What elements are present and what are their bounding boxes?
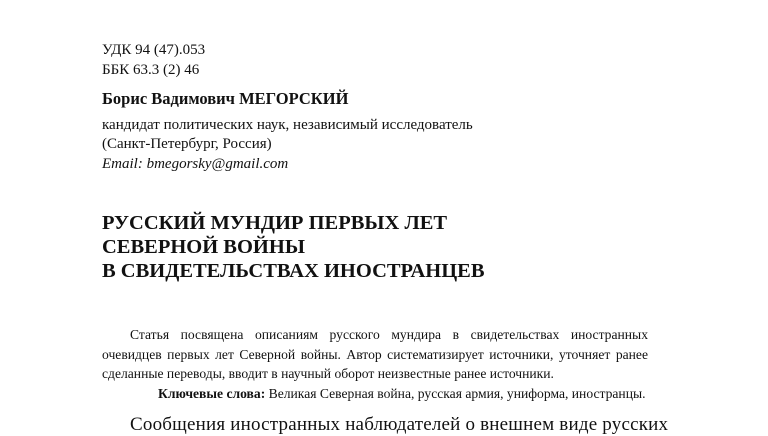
title-line-2: СЕВЕРНОЙ ВОЙНЫ <box>102 236 305 258</box>
title-line-1: РУССКИЙ МУНДИР ПЕРВЫХ ЛЕТ <box>102 212 448 234</box>
author-location: (Санкт-Петербург, Россия) <box>102 136 272 152</box>
article-title <box>102 211 485 283</box>
abstract-text: Статья посвящена описаниям русского мундира в свидетельствах иностранных очевидцев первых лет Северной войны. Автор систематизирует источники, уточняет ранее сделанные переводы, вводит в научный оборот неизвестные ранее источники. <box>102 327 648 381</box>
bbk-code: ББК 63.3 (2) 46 <box>102 62 200 78</box>
body-first-line: Сообщения иностранных наблюдателей о внешнем виде русских <box>130 414 669 435</box>
title-line-3: В СВИДЕТЕЛЬСТВАХ ИНОСТРАНЦЕВ <box>102 260 485 282</box>
author-name: Борис Вадимович МЕГОРСКИЙ <box>102 89 349 108</box>
author-email: Email: bmegorsky@gmail.com <box>102 156 289 172</box>
keywords-list: Великая Северная война, русская армия, униформа, иностранцы. <box>268 385 646 401</box>
author-affiliation: кандидат политических наук, независимый исследователь <box>102 117 473 133</box>
abstract <box>102 325 648 403</box>
keywords-label: Ключевые слова: <box>158 385 266 401</box>
udk-code: УДК 94 (47).053 <box>102 42 206 58</box>
keywords <box>102 384 648 404</box>
